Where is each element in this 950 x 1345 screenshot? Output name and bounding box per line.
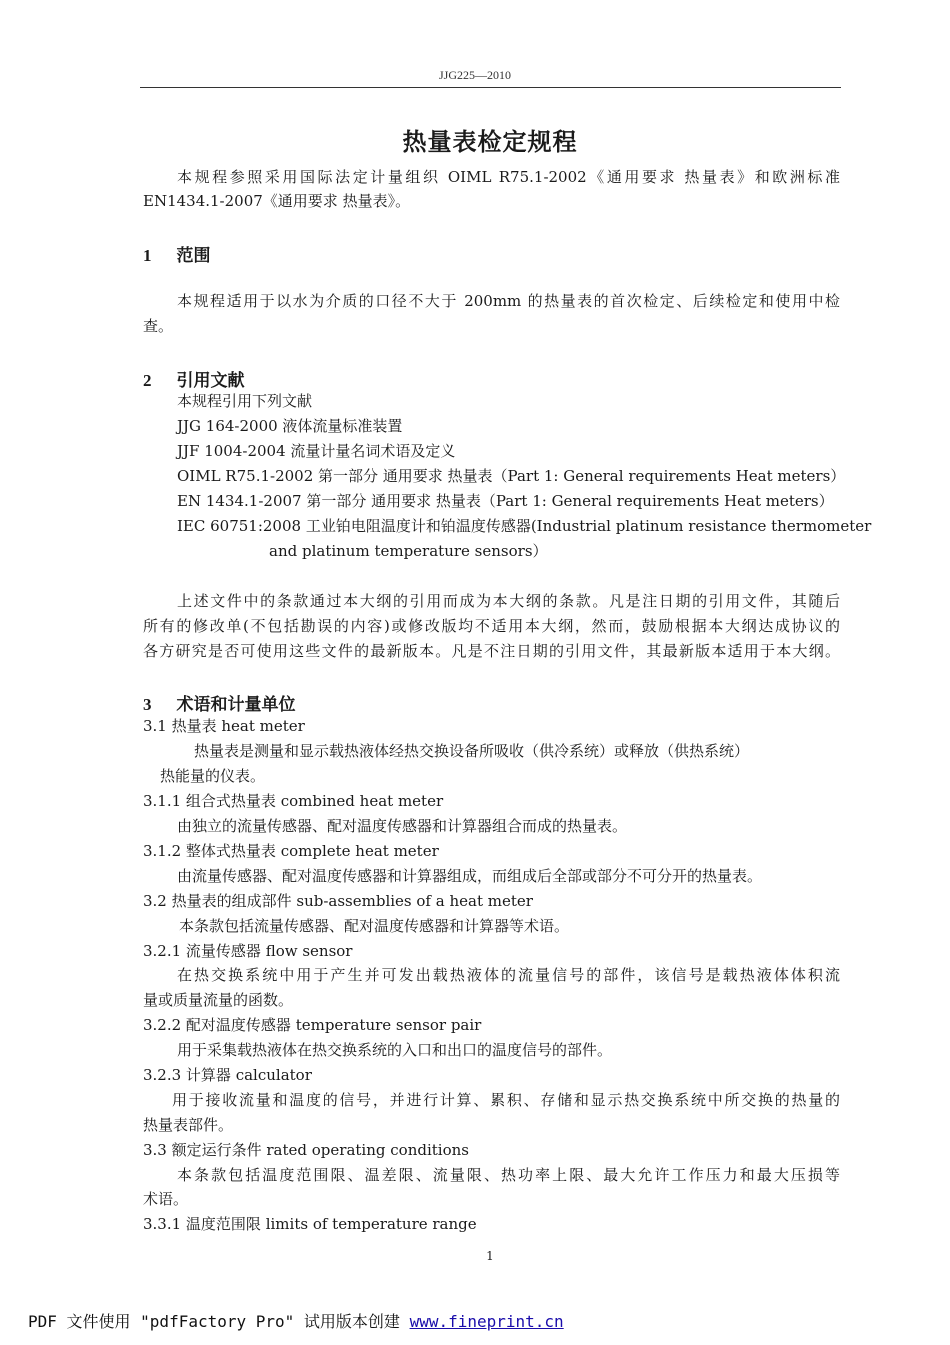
term-heading: 3.1.2 整体式热量表 complete heat meter xyxy=(143,842,439,860)
term-definition: 由独立的流量传感器、配对温度传感器和计算器组合而成的热量表。 xyxy=(177,817,628,835)
pdf-footer xyxy=(28,1309,564,1332)
references-paragraph-line: 上述文件中的条款通过本大纲的引用而成为本大纲的条款。凡是注日期的引用文件，其随后 xyxy=(177,592,840,610)
term-definition: 用于接收流量和温度的信号，并进行计算、累积、存储和显示热交换系统中所交换的热量的 xyxy=(172,1091,840,1109)
references-paragraph-line: 所有的修改单(不包括勘误的内容)或修改版均不适用本大纲，然而，鼓励根据本大纲达成协议的 xyxy=(143,617,840,635)
term-heading: 3.1.1 组合式热量表 combined heat meter xyxy=(143,792,444,810)
document-title: 热量表检定规程 xyxy=(402,128,578,156)
reference-item: JJG 164-2000 液体流量标准装置 xyxy=(177,417,403,435)
term-definition: 本条款包括流量传感器、配对温度传感器和计算器等术语。 xyxy=(179,917,570,935)
header-rule xyxy=(140,87,841,88)
term-definition: 热能量的仪表。 xyxy=(160,767,266,785)
footer-text: PDF 文件使用 "pdfFactory Pro" 试用版本创建 xyxy=(28,1312,410,1331)
term-definition: 热量表部件。 xyxy=(143,1116,234,1134)
reference-item: OIML R75.1-2002 第一部分 通用要求 热量表（Part 1: General requirements Heat meters） xyxy=(177,467,846,485)
section-number: 3 xyxy=(143,695,152,714)
section-title: 范围 xyxy=(176,246,211,266)
section-number: 1 xyxy=(143,246,152,265)
footer-link[interactable]: www.fineprint.cn xyxy=(409,1312,564,1331)
section-title: 引用文献 xyxy=(176,371,245,391)
term-definition: 热量表是测量和显示载热液体经热交换设备所吸收（供冷系统）或释放（供热系统） xyxy=(194,742,750,760)
reference-item: EN 1434.1-2007 第一部分 通用要求 热量表（Part 1: General requirements Heat meters） xyxy=(177,492,834,510)
term-definition: 在热交换系统中用于产生并可发出载热液体的流量信号的部件，该信号是载热液体体积流 xyxy=(177,966,840,984)
term-heading: 3.1 热量表 heat meter xyxy=(143,717,305,735)
section-1-text-2: 查。 xyxy=(143,317,174,335)
term-heading: 3.2 热量表的组成部件 sub-assemblies of a heat meter xyxy=(143,892,533,910)
running-header: JJG225—2010 xyxy=(438,68,511,82)
section-1-text-1: 本规程适用于以水为介质的口径不大于 200mm 的热量表的首次检定、后续检定和使用中检 xyxy=(177,292,840,310)
term-heading: 3.2.2 配对温度传感器 temperature sensor pair xyxy=(143,1016,482,1034)
references-lead: 本规程引用下列文献 xyxy=(177,392,313,410)
section-title: 术语和计量单位 xyxy=(176,695,296,715)
references-paragraph-line: 各方研究是否可使用这些文件的最新版本。凡是不注日期的引用文件，其最新版本适用于本大纲。 xyxy=(143,642,840,660)
term-definition: 由流量传感器、配对温度传感器和计算器组成，而组成后全部或部分不可分开的热量表。 xyxy=(177,867,763,885)
intro-line-2: EN1434.1-2007《通用要求 热量表》。 xyxy=(143,192,411,210)
term-definition: 量或质量流量的函数。 xyxy=(143,991,294,1009)
term-heading: 3.2.3 计算器 calculator xyxy=(143,1066,312,1084)
section-2-heading xyxy=(143,366,245,391)
reference-item: JJF 1004-2004 流量计量名词术语及定义 xyxy=(177,442,456,460)
term-heading: 3.2.1 流量传感器 flow sensor xyxy=(143,942,353,960)
term-definition: 用于采集载热液体在热交换系统的入口和出口的温度信号的部件。 xyxy=(177,1041,613,1059)
term-definition: 本条款包括温度范围限、温差限、流量限、热功率上限、最大允许工作压力和最大压损等 xyxy=(177,1166,840,1184)
section-1-heading xyxy=(143,241,211,266)
page-number: 1 xyxy=(486,1249,494,1263)
reference-item-continued: and platinum temperature sensors） xyxy=(269,542,548,560)
section-number: 2 xyxy=(143,371,152,390)
section-3-heading xyxy=(143,690,296,715)
reference-item: IEC 60751:2008 工业铂电阻温度计和铂温度传感器(Industrial platinum resistance thermometer xyxy=(177,517,872,535)
term-definition: 术语。 xyxy=(143,1190,189,1208)
intro-line-1: 本规程参照采用国际法定计量组织 OIML R75.1-2002《通用要求 热量表》和欧洲标准 xyxy=(177,168,840,186)
term-heading: 3.3.1 温度范围限 limits of temperature range xyxy=(143,1215,477,1233)
term-heading: 3.3 额定运行条件 rated operating conditions xyxy=(143,1141,469,1159)
